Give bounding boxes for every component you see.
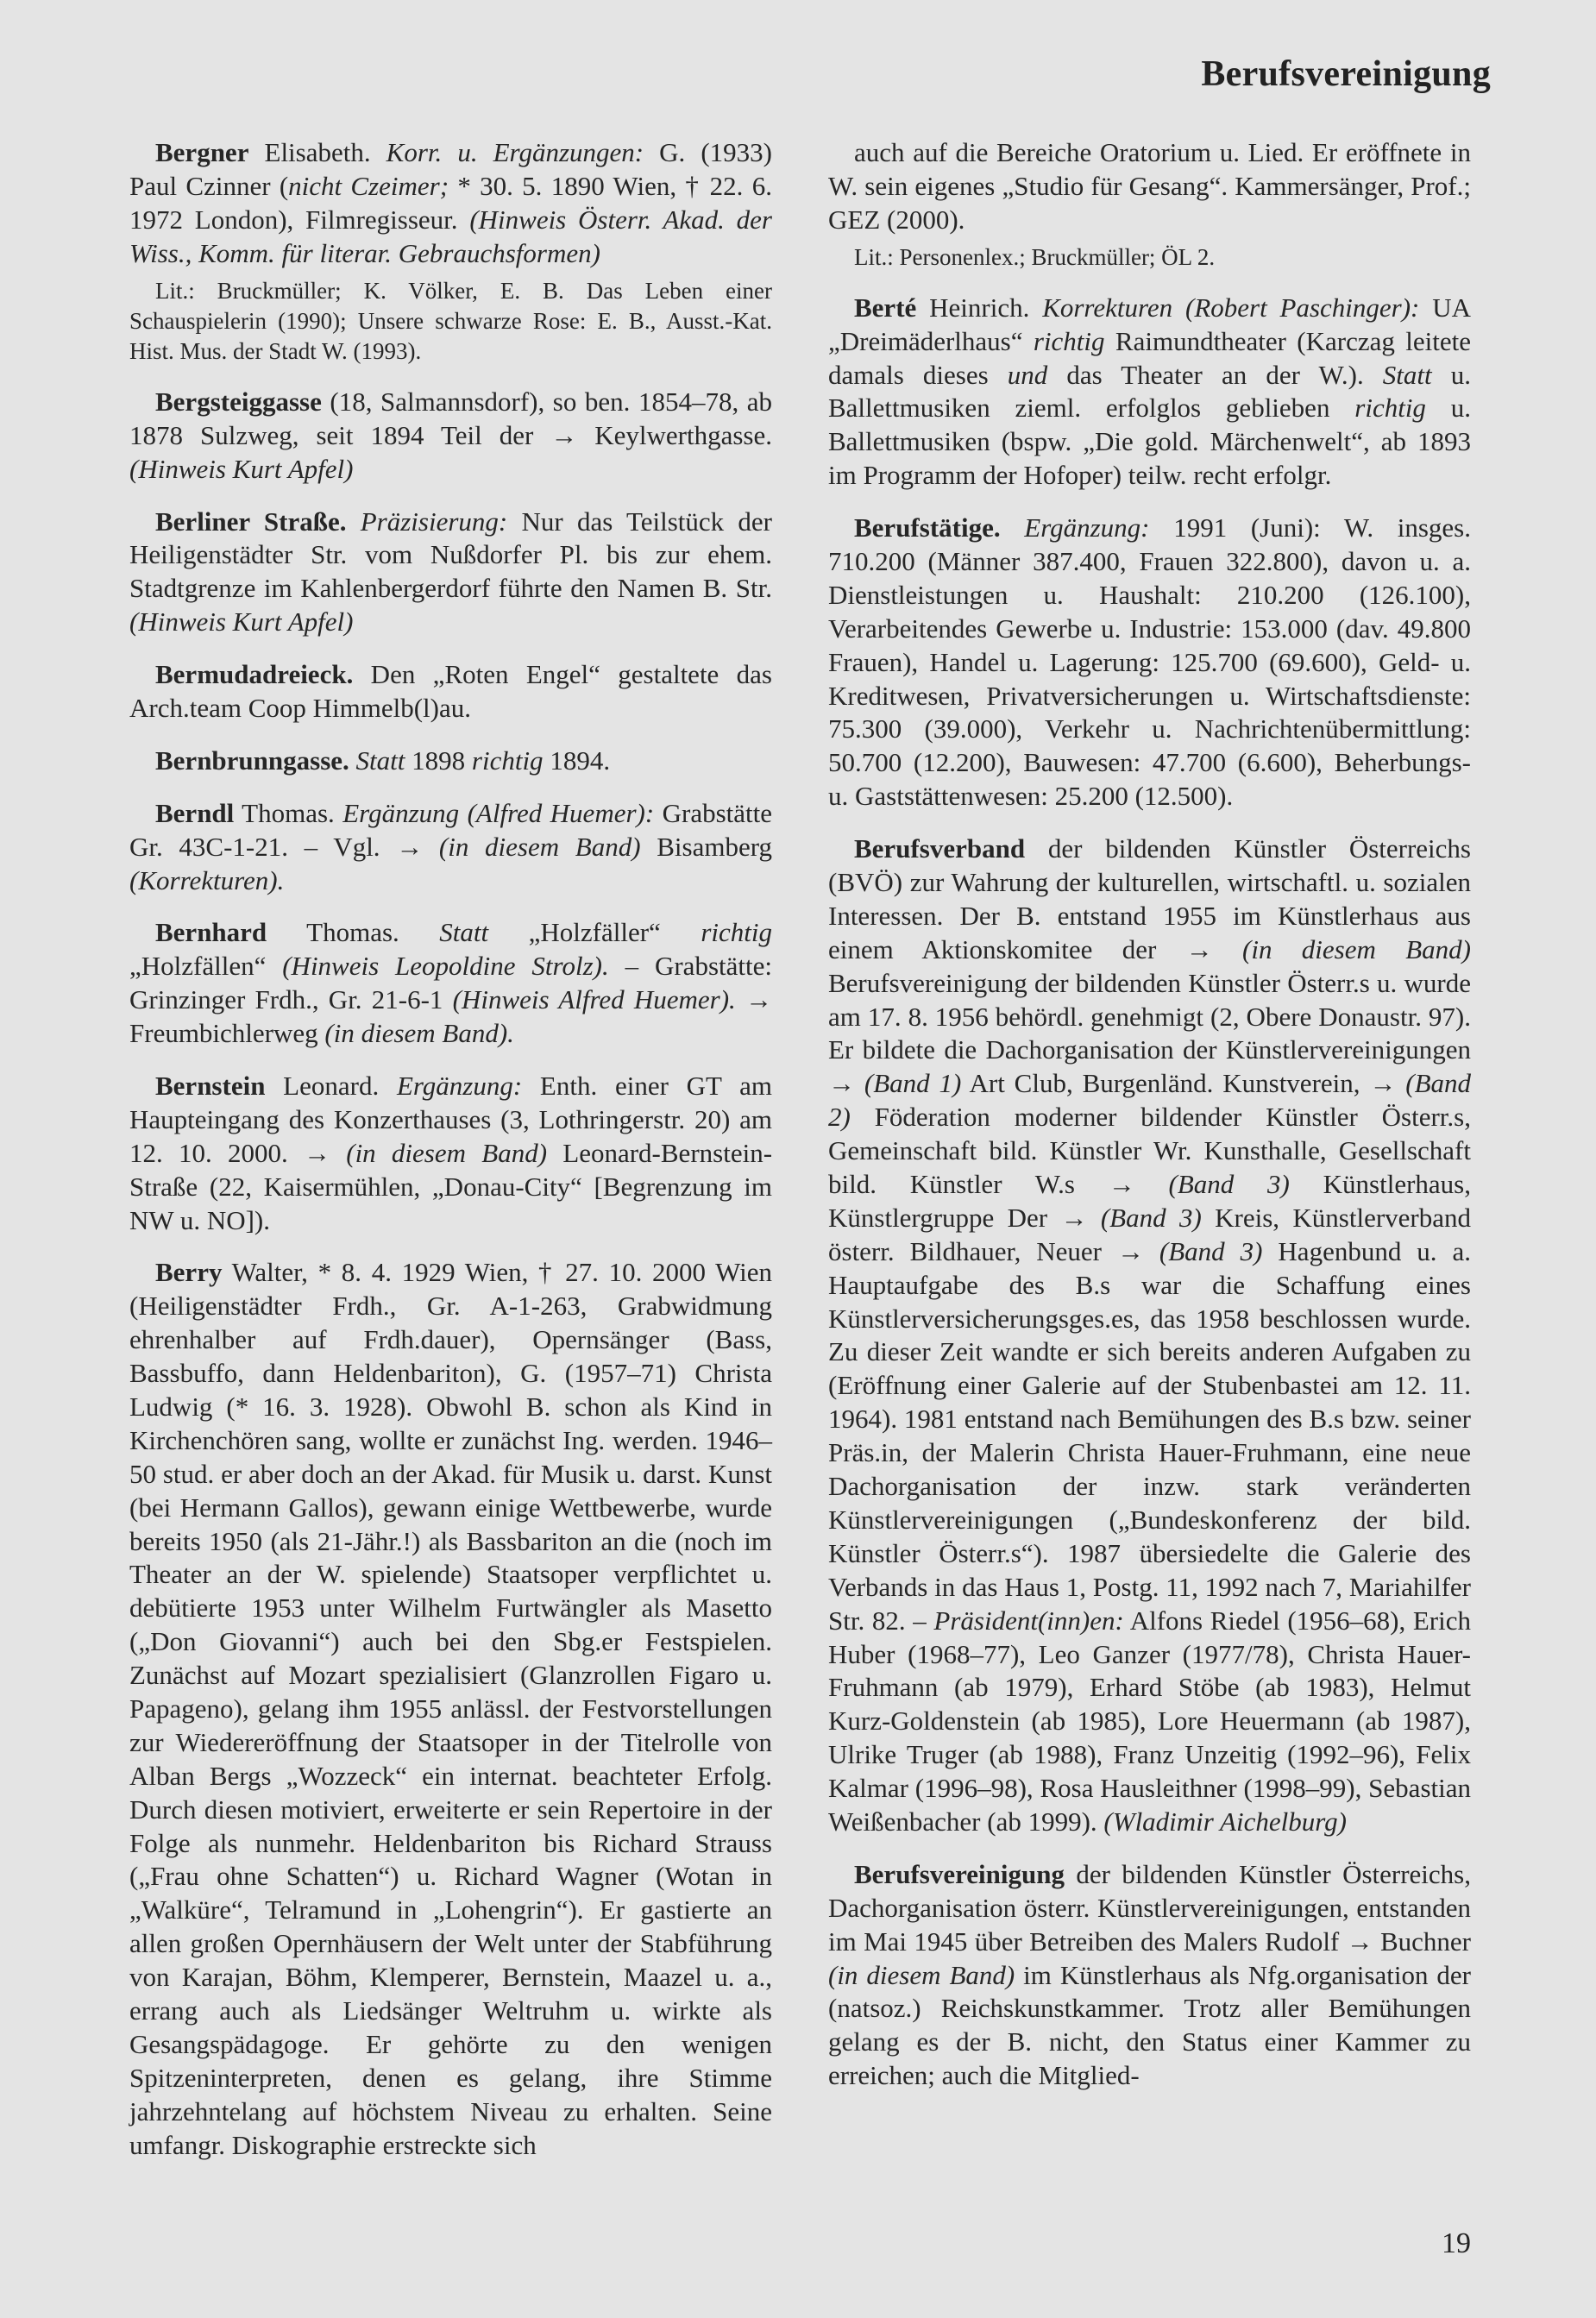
dictionary-entry (129, 1070, 772, 1237)
dictionary-entry (828, 292, 1471, 493)
body-text: (18, Salmannsdorf), so ben. 1854–78, ab 1878 Sulzweg, seit 1894 Teil der → Keylwerthgasse. (129, 386, 772, 450)
page-number: 19 (1442, 2227, 1471, 2259)
body-text: Thomas. (267, 917, 440, 948)
italic-text: (Hinweis Alfred Huemer). (452, 984, 736, 1015)
italic-text: Ergänzung: (1024, 512, 1150, 543)
entry-text (828, 512, 1471, 813)
italic-text: (Band 2) (828, 1068, 1472, 1133)
body-text: Leonard-Bernstein-Straße (22, Kaisermühlen, „Donau-City“ [Begrenzung im NW u. NO]). (129, 1137, 773, 1235)
dictionary-entry (828, 1858, 1471, 2093)
body-text: Künstlerhaus, Künstlergruppe Der → (828, 1169, 1471, 1233)
right-column (828, 136, 1471, 2112)
body-text: UA „Dreimäderlhaus“ (828, 292, 1471, 356)
literature-note: Lit.: Bruckmüller; K. Völker, E. B. Das Leben einer Schauspielerin (1990); Unsere schwarze Rose: E. B., Ausst.-Kat. Hist. Mus. der Stadt W. (1993). (129, 277, 772, 364)
entry-text (828, 292, 1471, 493)
dictionary-entry (129, 658, 772, 726)
italic-text: (in diesem Band). (324, 1018, 514, 1049)
body-text: Bisamberg (640, 831, 773, 862)
body-text: Grabstätte Gr. 43C-1-21. – Vgl. → (129, 797, 773, 862)
italic-text: (Band 3) (1159, 1235, 1263, 1266)
italic-text: richtig (1033, 325, 1105, 356)
italic-text: (in diesem Band) (1242, 933, 1471, 964)
body-text: „Holzfällen“ (129, 951, 283, 982)
body-text: Berufsvereinigung der bildenden Künstler Österr.s u. wurde am 17. 8. 1956 behördl. genehmigt (2, Obere Donaustr. 97). Er bildete die Dachorganisation der Künstlervereinigungen → (828, 967, 1471, 1099)
body-text: Den „Roten Engel“ gestaltete das Arch.team Coop Himmelb(l)au. (129, 659, 772, 723)
entry-text (129, 386, 772, 487)
entry-text (129, 136, 772, 271)
italic-text: Statt (1382, 359, 1432, 390)
literature-note: Lit.: Personenlex.; Bruckmüller; ÖL 2. (854, 243, 1216, 270)
entry-headword: Berliner Straße. (155, 506, 347, 537)
entry-headword: Bernbrunngasse. (155, 744, 349, 776)
italic-text: (Band 3) (1100, 1202, 1202, 1233)
entry-text (129, 658, 772, 726)
italic-text: Ergänzung: (396, 1070, 523, 1101)
entry-headword: Berufsverband (854, 833, 1026, 864)
body-text: Nur das Teilstück der Heiligenstädter Str. vom Nußdorfer Pl. bis zur ehem. Stadtgrenze im Kahlenbergerdorf führte den Namen B. Str. (129, 506, 772, 604)
entry-headword: Berufstätige. (854, 512, 1001, 543)
body-text: 1894. (543, 744, 611, 776)
italic-text: (Wladimir Aichelburg) (1103, 1806, 1347, 1837)
running-header: Berufsvereinigung (1201, 54, 1491, 94)
body-text: Enth. einer GT am Haupteingang des Konzerthauses (3, Lothringerstr. 20) am 12. 10. 2000. → (129, 1070, 773, 1168)
dictionary-entry (828, 832, 1471, 1839)
dictionary-entry (129, 136, 772, 367)
dictionary-entry (129, 797, 772, 898)
dictionary-entry (828, 512, 1471, 813)
italic-text: (in diesem Band) (438, 831, 641, 862)
dictionary-entry (129, 1256, 772, 2162)
italic-text: und (1007, 359, 1048, 390)
entry-headword: Bergner (155, 137, 249, 167)
entry-text (129, 506, 772, 640)
body-text: u. Ballettmusiken zieml. erfolglos geblieben (828, 359, 1471, 424)
body-text: 1898 (405, 744, 472, 776)
body-text: im Künstlerhaus als Nfg.organisation der (natsoz.) Reichskunstkammer. Trotz aller Bemühungen gelang es der B. nicht, den Status einer Kammer zu erreichen; auch die Mitglied- (828, 1959, 1471, 2091)
italic-text: (Hinweis Österr. Akad. der Wiss., Komm. für literar. Gebrauchsformen) (129, 204, 772, 268)
body-text: auch auf die Bereiche Oratorium u. Lied. Er eröffnete in W. sein eigenes „Studio für Gesang“. Kammersänger, Prof.; GEZ (2000). (828, 137, 1471, 235)
body-text (1001, 512, 1025, 543)
body-text: der bildenden Künstler Österreichs (BVÖ) zur Wahrung der kulturellen, wirtschaftl. u. sozialen Interessen. Der B. entstand 1955 im Künstlerhaus aus einem Aktionskomitee der → (828, 833, 1471, 964)
body-text (349, 745, 356, 776)
body-text: Art Club, Burgenländ. Kunstverein, → (961, 1068, 1406, 1099)
dictionary-entry (129, 916, 772, 1051)
italic-text: (Band 1) (864, 1068, 962, 1099)
italic-text: Präsident(inn)en: (933, 1605, 1124, 1636)
body-text: Leonard. (265, 1070, 397, 1101)
body-text: Alfons Riedel (1956–68), Erich Huber (1968–77), Leo Ganzer (1977/78), Christa Hauer-Fruhmann (ab 1979), Erhard Stöbe (ab 1983), Helmut Kurz-Goldenstein (ab 1985), Lore Heuermann (ab 1987), Ulrike Truger (ab 1988), Franz Unzeitig (1992–96), Felix Kalmar (1996–98), Rosa Hausleithner (1998–99), Sebastian Weißenbacher (ab 1999). (828, 1605, 1471, 1837)
entry-headword: Bermudadreieck. (155, 659, 354, 690)
entry-text (828, 1858, 1471, 2093)
italic-text: Präzisierung: (360, 506, 508, 537)
body-text: Elisabeth. (248, 137, 386, 167)
body-text: Kreis, Künstlerverband österr. Bildhauer, Neuer → (828, 1202, 1471, 1266)
italic-text: (Hinweis Leopoldine Strolz). (282, 951, 609, 982)
body-text: „Holzfäller“ (488, 917, 701, 948)
italic-text: (Korrekturen). (129, 864, 285, 895)
entry-text (129, 1256, 772, 2162)
entry-text (129, 744, 772, 778)
body-text: u. Ballettmusiken (bspw. „Die gold. Märchenwelt“, ab 1893 im Programm der Hofoper) teilw. recht erfolgr. (828, 393, 1471, 491)
body-text: 1991 (Juni): W. insges. 710.200 (Männer 387.400, Frauen 322.800), davon u. a. Dienstleistungen u. Haushalt: 210.200 (126.100), Verarbeitendes Gewerbe u. Industrie: 153.000 (dav. 49.800 Frauen), Handel u. Lagerung: 125.700 (69.600), Geld- u. Kreditwesen, Privatversicherungen u. Wirtschaftsdienste: 75.300 (39.000), Verkehr u. Nachrichtenübermittlung: 50.700 (12.200), Bauwesen: 47.700 (6.600), Beherbungs- u. Gaststättenwesen: 25.200 (12.500). (828, 512, 1471, 812)
body-text: Walter, * 8. 4. 1929 Wien, † 27. 10. 2000 Wien (Heiligenstädter Frdh., Gr. A-1-263, Grabwidmung ehrenhalber auf Frdh.dauer), Opernsänger (Bass, Bassbuffo, dann Heldenbariton), G. (1957–71) Christa Ludwig (* 16. 3. 1928). Obwohl B. schon als Kind in Kirchenchören sang, wollte er zunächst Ing. werden. 1946–50 stud. er aber doch an der Akad. für Musik u. darst. Kunst (bei Hermann Gallos), gewann einige Wettbewerbe, wurde bereits 1950 (als 21-Jähr.!) als Bassbariton an die (noch im Theater an der W. spielende) Staatsoper verpflichtet u. debütierte 1953 unter Wilhelm Furtwängler als Masetto („Don Giovanni“) auch bei den Sbg.er Festspielen. Zunächst auf Mozart spezialisiert (Glanzrollen Figaro u. Papageno), gelang ihm 1955 anlässl. der Festvorstellungen zur Wiedereröffnung der Staatsoper in der Titelrolle von Alban Bergs „Wozzeck“ ein internat. beachteter Erfolg. Durch diesen motiviert, erweiterte er sein Repertoire in der Folge als nunmehr. Heldenbariton bis Richard Strauss („Frau ohne Schatten“) u. Richard Wagner (Wotan in „Walküre“, Telramund in „Lohengrin“). Er gastierte an allen großen Opernhäusern der Welt unter der Stabführung von Karajan, Böhm, Klemperer, Bernstein, Maazel u. a., errang auch als Liedsänger Weltruhm u. wirkte als Gesangspädagoge. Er gehörte zu den wenigen Spitzeninterpreten, denen es gelang, ihre Stimme jahrzehntelang auf höchstem Niveau zu erhalten. Seine umfangr. Diskographie erstreckte sich (129, 1257, 772, 2160)
entry-text (129, 797, 772, 898)
body-text: Heinrich. (916, 292, 1043, 323)
entry-text (828, 136, 1471, 237)
italic-text: (Hinweis Kurt Apfel) (129, 606, 354, 638)
dictionary-entry (129, 744, 772, 778)
italic-text: (Hinweis Kurt Apfel) (129, 453, 354, 484)
dictionary-entry (129, 506, 772, 640)
entry-text (129, 916, 772, 1051)
body-text: Thomas. (234, 797, 343, 828)
entry-text (129, 1070, 772, 1237)
body-text (346, 506, 360, 537)
italic-text: Korrekturen (Robert Paschinger): (1042, 292, 1420, 323)
entry-headword: Bernstein (155, 1070, 266, 1101)
body-text: Hagenbund u. a. Hauptaufgabe des B.s war die Schaffung eines Künstlerversicherungsges.es, das 1958 beschlossen wurde. Zu dieser Zeit wandte er sich bereits anderen Aufgaben zu (Eröffnung einer Galerie auf der Stubenbastei am 12. 11. 1964). 1981 entstand nach Bemühungen des B.s bzw. seiner Präs.in, der Malerin Christa Hauer-Fruhmann, eine neue Dachorganisation der inzw. stark veränderten Künstlervereinigungen („Bundeskonferenz der bild. Künstler Österr.s“). 1987 übersiedelte die Galerie des Verbands in das Haus 1, Postg. 11, 1992 nach 7, Mariahilfer Str. 82. – (828, 1235, 1471, 1636)
dictionary-entry (828, 136, 1471, 273)
entry-headword: Berry (155, 1257, 223, 1288)
body-text: G. (1933) Paul Czinner ( (129, 137, 772, 201)
italic-text: Statt (355, 744, 405, 776)
italic-text: Korr. u. Ergänzungen: (386, 137, 644, 167)
italic-text: Statt (439, 917, 489, 948)
body-text: Raimundtheater (Karczag leitete damals dieses (828, 325, 1471, 390)
body-text: das Theater an der W.). (1047, 359, 1383, 390)
italic-text: richtig (471, 744, 544, 776)
italic-text: Ergänzung (Alfred Huemer): (342, 797, 655, 828)
italic-text: richtig (701, 917, 772, 948)
italic-text: (in diesem Band) (346, 1137, 548, 1168)
entry-headword: Berufsvereinigung (854, 1858, 1065, 1889)
entry-headword: Berndl (155, 797, 235, 828)
body-text: Föderation moderner bildender Künstler Österr.s, Gemeinschaft bild. Künstler Wr. Kunsthalle, Gesellschaft bild. Künstler W.s → (828, 1102, 1471, 1200)
italic-text: richtig (1354, 393, 1426, 424)
entry-headword: Bergsteiggasse (155, 386, 322, 417)
body-text: → Freumbichlerweg (129, 984, 773, 1049)
dictionary-entry (129, 386, 772, 487)
italic-text: (Band 3) (1168, 1169, 1290, 1200)
body-text: * 30. 5. 1890 Wien, † 22. 6. 1972 London), Filmregisseur. (129, 170, 772, 235)
italic-text: (in diesem Band) (828, 1959, 1015, 1990)
body-text: – Grabstätte: Grinzinger Frdh., Gr. 21-6-1 (129, 951, 772, 1015)
entry-text (828, 832, 1471, 1839)
entry-headword: Berté (854, 292, 917, 323)
entry-headword: Bernhard (155, 917, 267, 948)
body-text: der bildenden Künstler Österreichs, Dachorganisation österr. Künstlervereinigungen, entstanden im Mai 1945 über Betreiben des Malers Rudolf → Buchner (828, 1858, 1471, 1957)
italic-text: nicht Czeimer; (288, 170, 449, 201)
left-column (129, 136, 772, 2181)
